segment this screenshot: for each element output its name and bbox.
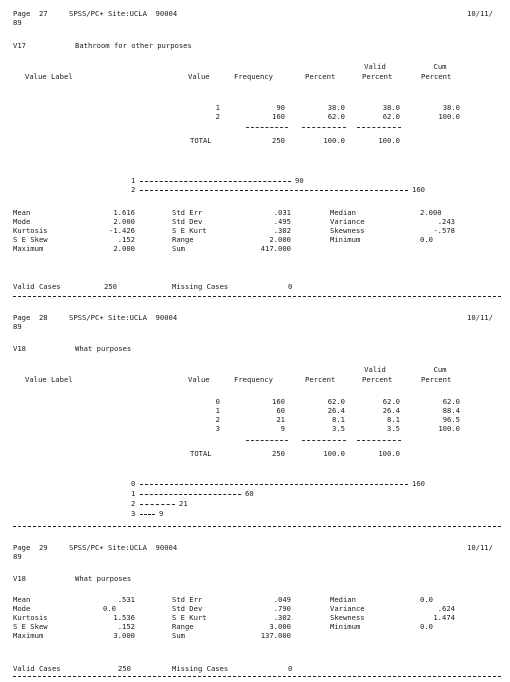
variable-title: Bathroom for other purposes [75, 41, 192, 50]
col-percent: Percent [305, 72, 336, 81]
total-rule [357, 440, 401, 441]
col-valid-percent: Percent [362, 375, 393, 384]
page-number: Page 28 [13, 313, 48, 322]
col-valid: Valid [364, 62, 386, 71]
total-rule [246, 127, 288, 128]
report-year: 89 [13, 18, 22, 27]
col-cum-percent: Percent [421, 375, 452, 384]
total-rule [302, 440, 346, 441]
col-value-label: Value Label [25, 72, 73, 81]
col-value: Value [188, 72, 210, 81]
page-separator [13, 526, 501, 527]
col-value: Value [188, 375, 210, 384]
total-rule [246, 440, 288, 441]
report-year: 89 [13, 322, 22, 331]
page-number: Page 27 [13, 9, 48, 18]
page-separator [13, 296, 501, 297]
variable-name: V17 [13, 41, 26, 50]
variable-title: What purposes [75, 344, 132, 353]
report-date: 10/11/ [467, 543, 493, 552]
total-rule [302, 127, 346, 128]
col-frequency: Frequency [234, 72, 273, 81]
site-label: SPSS/PC+ Site:UCLA 90004 [69, 543, 178, 552]
site-label: SPSS/PC+ Site:UCLA 90004 [69, 9, 178, 18]
col-cum: Cum [433, 62, 447, 71]
col-valid: Valid [364, 365, 386, 374]
page-separator [13, 676, 501, 677]
col-frequency: Frequency [234, 375, 273, 384]
total-rule [357, 127, 401, 128]
col-value-label: Value Label [25, 375, 73, 384]
report-date: 10/11/ [467, 9, 493, 18]
page-number: Page 29 [13, 543, 48, 552]
col-cum: Cum [433, 365, 447, 374]
report-date: 10/11/ [467, 313, 493, 322]
col-cum-percent: Percent [421, 72, 452, 81]
col-percent: Percent [305, 375, 336, 384]
variable-name: V18 [13, 344, 26, 353]
col-valid-percent: Percent [362, 72, 393, 81]
report-year: 89 [13, 552, 22, 561]
site-label: SPSS/PC+ Site:UCLA 90004 [69, 313, 178, 322]
variable-title: What purposes [75, 574, 132, 583]
variable-name: V18 [13, 574, 26, 583]
